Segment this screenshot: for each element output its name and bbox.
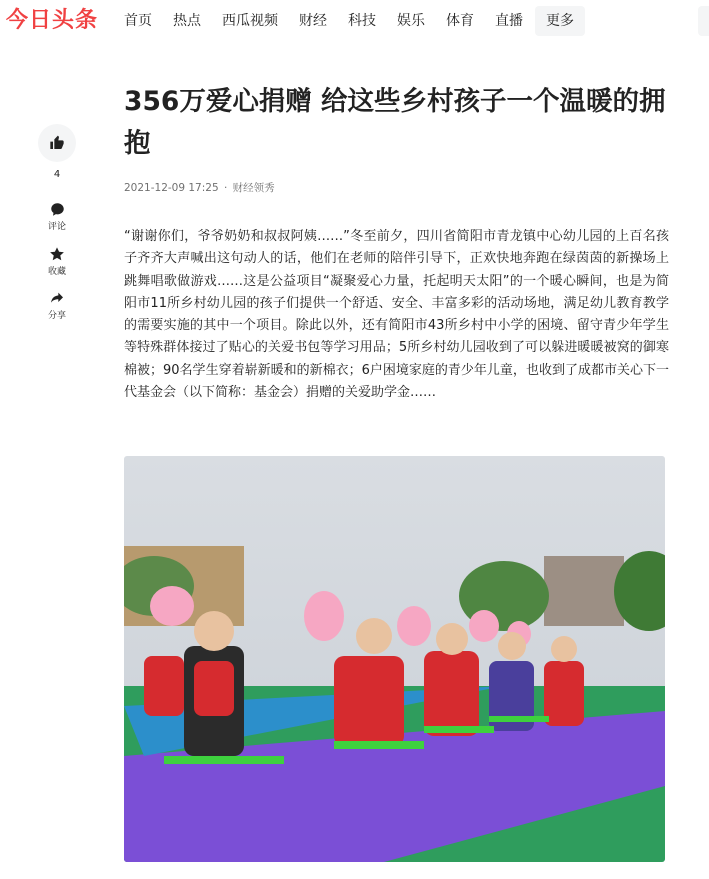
nav-item-finance[interactable]: 财经 bbox=[299, 13, 327, 29]
article-action-bar bbox=[38, 124, 76, 321]
nav-item-hot[interactable]: 热点 bbox=[173, 13, 201, 29]
article-meta bbox=[124, 180, 275, 195]
comment-label: 评论 bbox=[47, 222, 66, 232]
nav-item-xigua-video[interactable]: 西瓜视频 bbox=[222, 13, 278, 29]
nav-item-entertainment[interactable]: 娱乐 bbox=[397, 13, 425, 29]
comment-button[interactable] bbox=[38, 202, 76, 232]
meta-separator: · bbox=[223, 182, 228, 194]
share-label: 分享 bbox=[47, 311, 66, 321]
nav-item-tech[interactable]: 科技 bbox=[348, 13, 376, 29]
source-link[interactable]: 财经领秀 bbox=[232, 182, 275, 194]
nav-item-live[interactable]: 直播 bbox=[495, 13, 523, 29]
like-count: 4 bbox=[53, 169, 61, 180]
like-button[interactable] bbox=[38, 124, 76, 162]
share-button[interactable] bbox=[38, 290, 76, 321]
nav-more-button[interactable]: 更多 bbox=[535, 6, 585, 36]
article-photo bbox=[124, 456, 665, 862]
publish-date: 2021-12-09 17:25 bbox=[124, 182, 219, 194]
star-icon bbox=[49, 246, 65, 262]
main-nav bbox=[124, 6, 606, 36]
comment-icon bbox=[50, 202, 65, 217]
thumbs-up-icon bbox=[49, 135, 65, 151]
search-box-edge[interactable] bbox=[698, 6, 709, 36]
nav-item-sports[interactable]: 体育 bbox=[446, 13, 474, 29]
collect-label: 收藏 bbox=[47, 267, 66, 277]
top-navigation-bar bbox=[0, 0, 709, 44]
article-title: 356万爱心捐赠 给这些乡村孩子一个温暖的拥抱 bbox=[124, 86, 666, 159]
site-logo[interactable]: 今日头条 bbox=[6, 8, 99, 33]
share-arrow-icon bbox=[49, 290, 65, 306]
nav-item-home[interactable]: 首页 bbox=[124, 13, 152, 29]
collect-button[interactable] bbox=[38, 246, 76, 277]
article-body-paragraph: “谢谢你们，爷爷奶奶和叔叔阿姨……”冬至前夕，四川省简阳市青龙镇中心幼儿园的上百名孩子齐齐大声喊出这句动人的话，他们在老师的陪伴引导下，正欢快地奔跑在绿茵茵的新操场上跳舞唱歌做游戏……这是公益项目“凝聚爱心力量，托起明天太阳”的一个暖心瞬间，也是为简阳市11所乡村幼儿园的孩子们提供一个舒适、安全、丰富多彩的活动场地，满足幼儿教育教学的需要实施的其中一个项目。除此以外，还有简阳市43所乡村中小学的困境、留守青少年学生等特殊群体接过了贴心的关爱书包等学习用品；5所乡村幼儿园收到了可以躲进暖暖被窝的御寒棉被；90名学生穿着崭新暖和的新棉衣；6户困境家庭的青少年儿童，也收到了成都市关心下一代基金会（以下简称：基金会）捐赠的关爱助学金…… bbox=[124, 229, 669, 401]
